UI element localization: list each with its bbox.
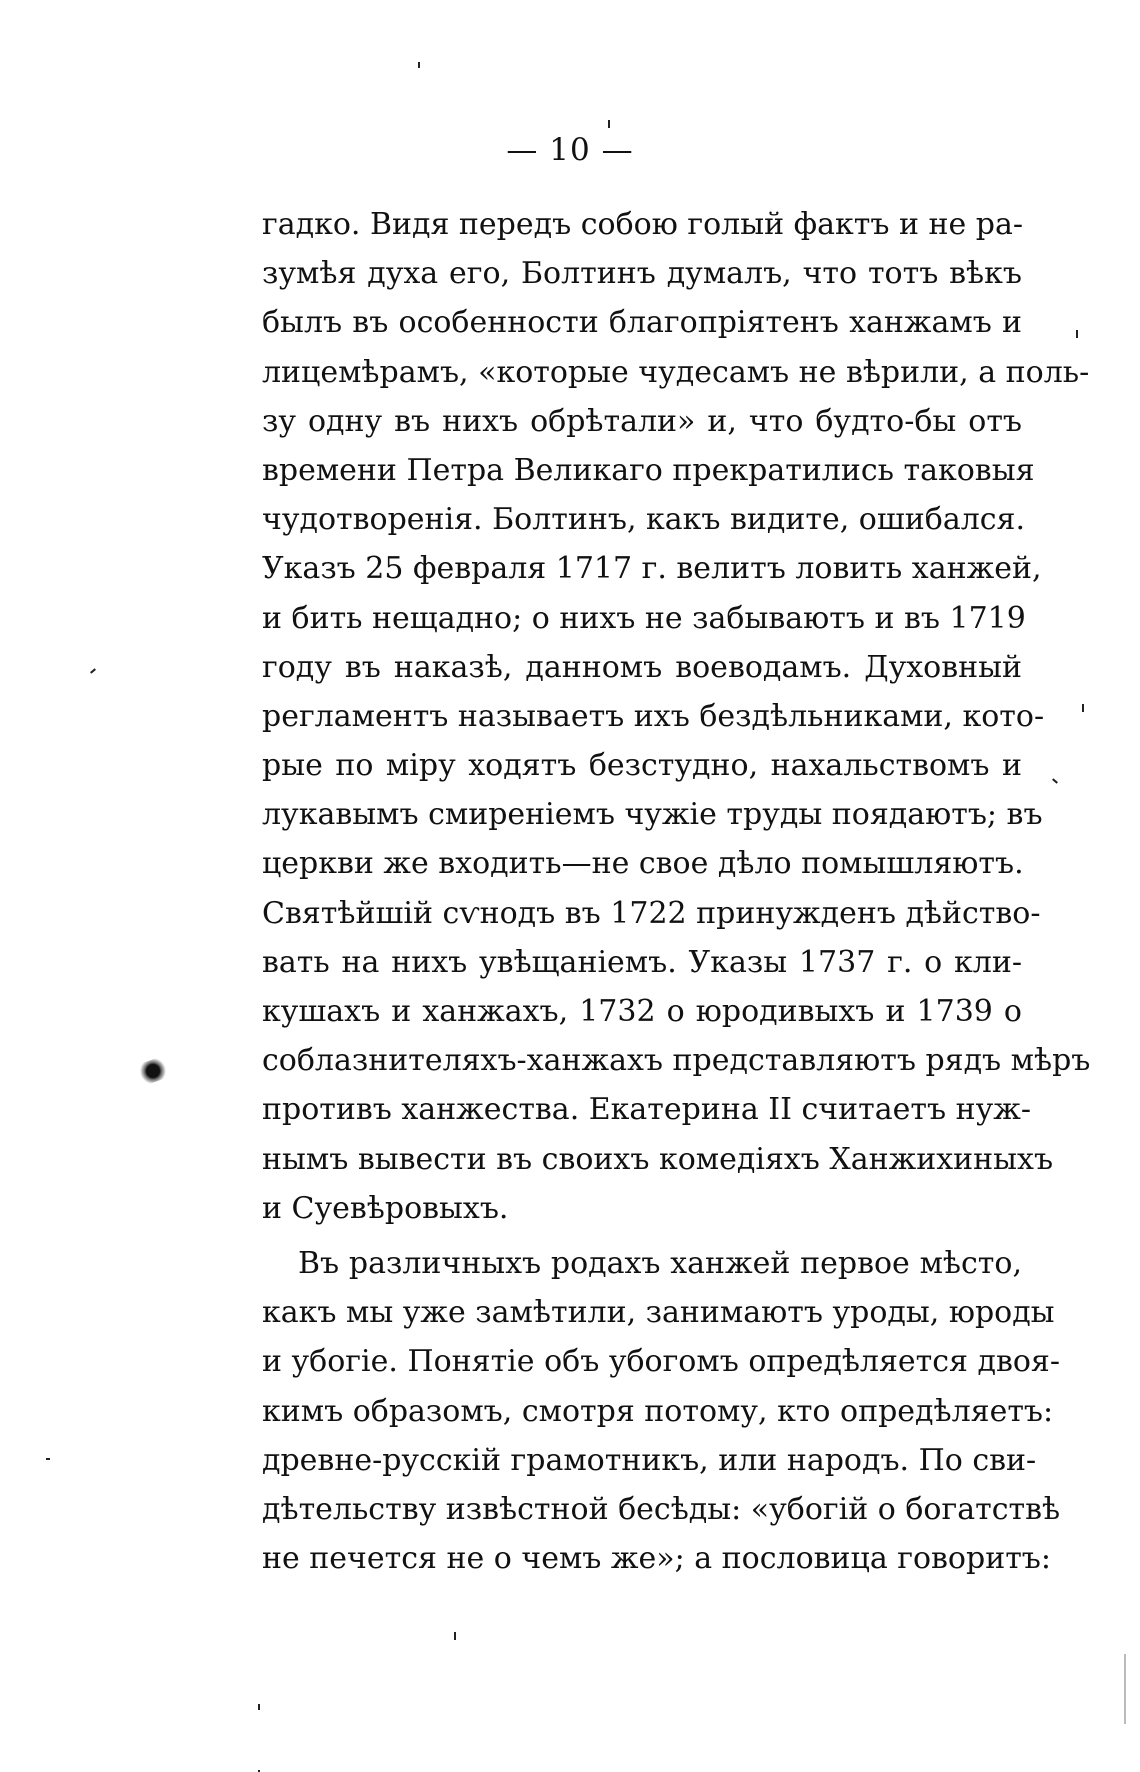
- text-line: кимъ образомъ, смотря потому, кто опредѣляетъ:: [262, 1393, 1054, 1429]
- text-line: дѣтельству извѣстной бесѣды: «убогій о богатствѣ: [262, 1491, 1061, 1527]
- text-line: соблазнителяхъ-ханжахъ представляютъ рядъ мѣръ: [262, 1043, 1091, 1079]
- page-number: — 10 —: [506, 132, 634, 168]
- text-line: какъ мы уже замѣтили, занимаютъ уроды, юроды: [262, 1295, 1055, 1331]
- text-line: нымъ вывести въ своихъ комедіяхъ Ханжихиныхъ: [262, 1141, 1054, 1177]
- text-line: лицемѣрамъ, «которые чудесамъ не вѣрили, а поль-: [262, 354, 1090, 390]
- body-text: [262, 200, 1091, 1583]
- text-line: Указъ 25 февраля 1717 г. велитъ ловить ханжей,: [262, 551, 1042, 587]
- ink-speck: [1076, 330, 1078, 338]
- ink-speck: [46, 1458, 50, 1460]
- ink-speck: [90, 668, 96, 673]
- text-line: лукавымъ смиреніемъ чужіе труды поядаютъ; въ: [262, 797, 1043, 833]
- ink-speck: [1052, 778, 1058, 783]
- ink-speck: [454, 1632, 456, 1640]
- text-line: рые по міру ходятъ безстудно, нахальствомъ и: [262, 748, 1022, 784]
- text-line: и убогіе. Понятіе объ убогомъ опредѣляется двоя-: [262, 1344, 1060, 1380]
- text-line: не печется не о чемъ же»; а пословица говоритъ:: [262, 1541, 1051, 1577]
- text-line: противъ ханжества. Екатерина II считаетъ нуж-: [262, 1092, 1031, 1128]
- ink-speck: [258, 1704, 260, 1710]
- text-line: времени Петра Великаго прекратились таковыя: [262, 452, 1035, 488]
- text-line: былъ въ особенности благопріятенъ ханжамъ и: [262, 305, 1022, 341]
- text-line: чудотворенія. Болтинъ, какъ видите, ошибался.: [262, 502, 1026, 538]
- text-line: Святѣйшій сѵнодъ въ 1722 принужденъ дѣйство-: [262, 895, 1041, 931]
- text-line: зумѣя духа его, Болтинъ думалъ, что тотъ вѣкъ: [262, 256, 1022, 292]
- paragraph-2: [262, 1239, 1061, 1583]
- text-line: году въ наказѣ, данномъ воеводамъ. Духовный: [262, 649, 1022, 685]
- text-line: зу одну въ нихъ обрѣтали» и, что будто-бы отъ: [262, 403, 1022, 439]
- ink-speck: [418, 62, 420, 68]
- text-line: гадко. Видя передъ собою голый фактъ и не ра-: [262, 207, 1024, 242]
- text-line: кушахъ и ханжахъ, 1732 о юродивыхъ и 1739 о: [262, 994, 1022, 1029]
- scan-edge-line: [1124, 1654, 1126, 1724]
- text-line: регламентъ называетъ ихъ бездѣльниками, кото-: [262, 698, 1045, 734]
- text-line: и Суевѣровыхъ.: [262, 1190, 509, 1226]
- paragraph-1: [262, 200, 1091, 1233]
- ink-speck: [1082, 704, 1084, 712]
- text-line: и бить нещадно; о нихъ не забываютъ и въ 1719: [262, 600, 1026, 636]
- text-line: церкви же входить—не свое дѣло помышляютъ.: [262, 846, 1024, 882]
- text-line: Въ различныхъ родахъ ханжей первое мѣсто,: [298, 1245, 1022, 1281]
- text-line: древне-русскій грамотникъ, или народъ. По сви-: [262, 1442, 1037, 1478]
- ink-speck: [608, 120, 610, 128]
- ink-blot: [135, 1056, 171, 1087]
- text-line: вать на нихъ увѣщаніемъ. Указы 1737 г. о кли-: [262, 944, 1022, 980]
